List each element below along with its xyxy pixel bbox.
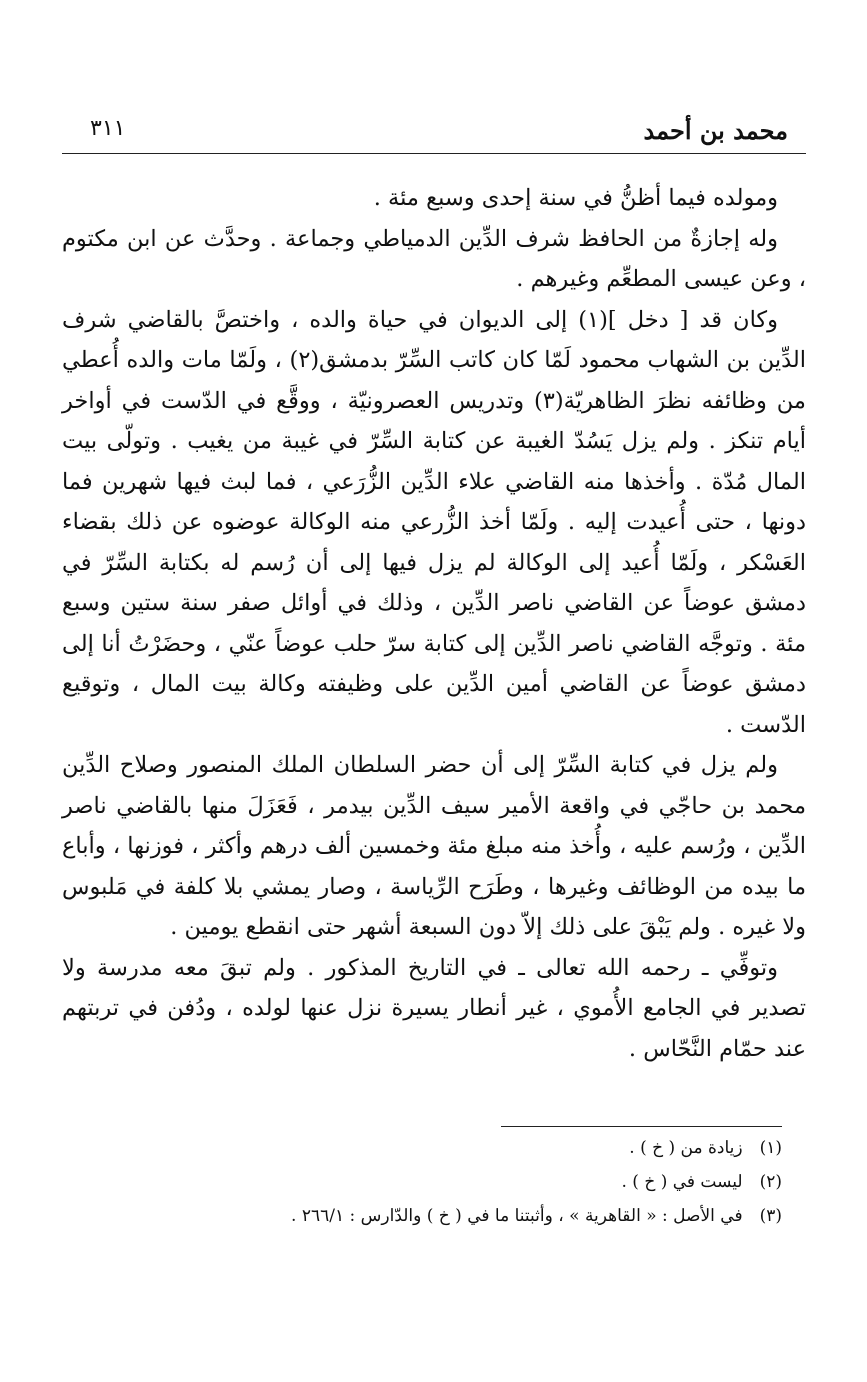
footnote-text: زيادة من ( خ ) .	[629, 1138, 743, 1158]
footnote-item	[62, 1165, 782, 1199]
paragraph-dismissal: ولم يزل في كتابة السِّرّ إلى أن حضر السلطان الملك المنصور وصلاح الدِّين محمد بن حاجّي في واقعة الأمير سيف الدِّين بيدمر ، فَعَزَلَ منها بالقاضي ناصر الدِّين ، ورُسم عليه ، وأُخذ منه مبلغ مئة وخمسين ألف درهم وأكثر ، فوزنها ، وأباع ما بيده من الوظائف وغيرها ، وطَرَح الرِّياسة ، وصار يمشي بلا كلفة في مَلبوس ولا غيره . ولم يَبْقَ على ذلك إلاّ دون السبعة أشهر حتى انقطع يومين .	[62, 752, 806, 940]
footnote-number: (٣)	[759, 1206, 782, 1226]
header-divider	[62, 153, 806, 154]
paragraph-career: وكان قد [ دخل ](١) إلى الديوان في حياة والده ، واختصَّ بالقاضي شرف الدِّين بن الشهاب محمود لَمّا كان كاتب السِّرّ بدمشق(٢) ، ولَمّا مات والده أُعطي من وظائفه نظرَ الظاهريّة(٣) وتدريس العصرونيّة ، ووقَّع في الدّست في أواخر أيام تنكز . ولم يزل يَسُدّ الغيبة عن كتابة السِّرّ في غيبة من يغيب . وتولّى بيت المال مُدّة . وأخذها منه القاضي علاء الدِّين الزُّرَعي ، فما لبث فيها شهرين فما دونها ، حتى أُعيدت إليه . ولَمّا أخذ الزُّرعي منه الوكالة عوضوه عن ذلك بقضاء العَسْكر ، ولَمّا أُعيد إلى الوكالة لم يزل فيها إلى أن رُسم له بكتابة السِّرّ في دمشق عوضاً عن القاضي ناصر الدِّين ، وذلك في أوائل صفر سنة ستين وسبع مئة . وتوجَّه القاضي ناصر الدِّين إلى كتابة سرّ حلب عوضاً عنّي ، وحضَرْتُ أنا إلى دمشق عوضاً عن القاضي أمين الدِّين على وظيفته وكالة بيت المال ، وتوقيع الدّست .	[62, 306, 806, 738]
footnote-text: ليست في ( خ ) .	[621, 1172, 743, 1192]
paragraph-ijaza: وله إجازةٌ من الحافظ شرف الدِّين الدمياطي وجماعة . وحدَّث عن ابن مكتوم ، وعن عيسى المطعِّم وغيرهم .	[62, 225, 806, 292]
footnote-divider	[501, 1126, 782, 1127]
main-text	[62, 178, 806, 1069]
page-number: ٣١١	[90, 116, 126, 141]
paragraph-birth: ومولده فيما أظنُّ في سنة إحدى وسبع مئة .	[373, 185, 778, 211]
paragraph-death: وتوفِّي ـ رحمه الله تعالى ـ في التاريخ المذكور . ولم تبقَ معه مدرسة ولا تصدير في الجامع الأُموي ، غير أنطار يسيرة نزل عنها لولده ، ودُفن في تربتهم عند حمّام النَّحّاس .	[62, 954, 806, 1062]
footnote-item	[62, 1131, 782, 1165]
footnotes	[62, 1131, 782, 1233]
running-title: محمد بن أحمد	[643, 116, 788, 145]
footnote-number: (١)	[759, 1138, 782, 1158]
footnote-text: في الأصل : « القاهرية » ، وأثبتنا ما في ( خ ) والدّارس : ٢٦٦/١ .	[291, 1206, 743, 1226]
footnote-item	[62, 1199, 782, 1233]
page-header	[62, 112, 806, 154]
footnote-number: (٢)	[759, 1172, 782, 1192]
